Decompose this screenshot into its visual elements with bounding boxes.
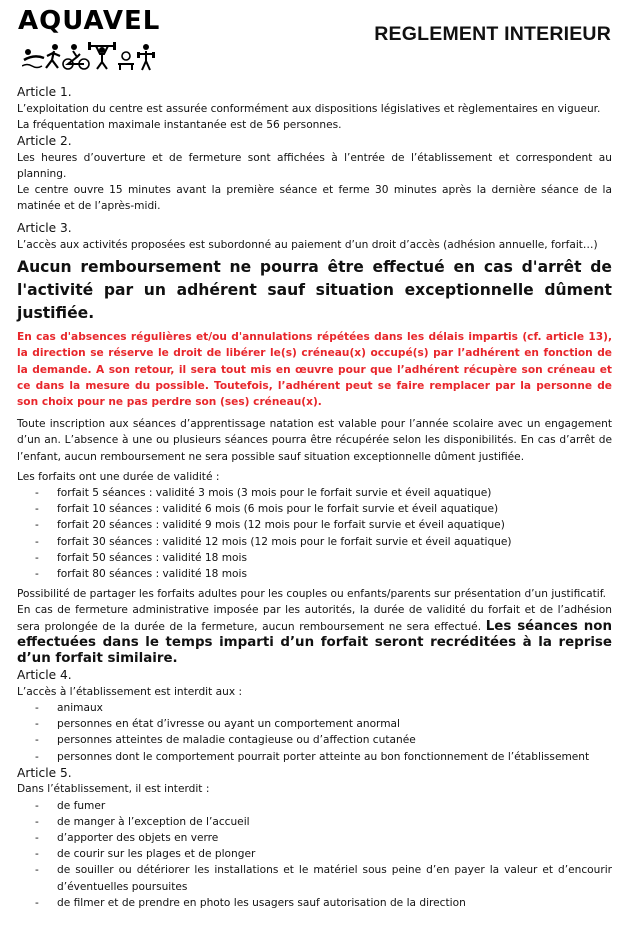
list-item: - de fumer	[17, 798, 612, 814]
article-4	[17, 667, 612, 765]
article-title: Article 4.	[17, 668, 72, 683]
article-1	[17, 84, 612, 133]
absence-warning: En cas d'absences régulières et/ou d'annulations répétées dans les délais impartis (cf. article 13), la direction se réserve le droit de libérer le(s) créneau(x) occupé(s) par l’adhérent en fonction de la demande. A son retour, il sera tout mis en œuvre pour que l’adhérent récupère son créneau et ce dans la mesure du possible. Toutefois, l’adhérent peut se faire remplacer par la personne de son choix pour ne pas perdre son (ses) créneau(x).	[17, 331, 612, 409]
paragraph: L’exploitation du centre est assurée conformément aux dispositions législatives et règlementaires en vigueur.	[17, 102, 601, 115]
paragraph: L’accès à l’établissement est interdit aux :	[17, 685, 243, 698]
closure-text: En cas de fermeture administrative imposée par les autorités, la durée de validité du forfait et de l’adhésion sera prolongée de la durée de la fermeture, aucun remboursement ne sera effectué.	[17, 604, 612, 633]
paragraph: Dans l’établissement, il est interdit :	[17, 783, 210, 796]
forfaits-list	[17, 485, 612, 582]
forbidden-access-list	[17, 700, 612, 765]
article-title: Article 5.	[17, 765, 72, 780]
refund-notice: Aucun remboursement ne pourra être effectué en cas d'arrêt de l'activité par un adhérent sauf situation exceptionnelle dûment justifiée.	[17, 258, 612, 323]
forbidden-actions-list	[17, 798, 612, 911]
list-item: - personnes en état d’ivresse ou ayant un comportement anormal	[17, 716, 612, 732]
forfaits-intro: Les forfaits ont une durée de validité :	[17, 470, 220, 483]
list-item: - personnes dont le comportement pourrait porter atteinte au bon fonctionnement de l’établissement	[17, 749, 612, 765]
list-item: - de manger à l’exception de l’accueil	[17, 814, 612, 830]
article-3	[17, 220, 612, 667]
article-title: Article 1.	[17, 85, 72, 99]
list-item: - de filmer et de prendre en photo les usagers sauf autorisation de la direction	[17, 895, 612, 911]
document-body	[17, 84, 612, 911]
list-item: - forfait 10 séances : validité 6 mois (6 mois pour le forfait survie et éveil aquatique)	[17, 501, 612, 517]
paragraph: Les heures d’ouverture et de fermeture sont affichées à l’entrée de l’établissement et correspondent au planning.	[17, 151, 612, 180]
paragraph: L’accès aux activités proposées est subordonné au paiement d’un droit d’accès (adhésion annuelle, forfait…)	[17, 239, 598, 251]
article-title: Article 2.	[17, 134, 72, 148]
list-item: - d’apporter des objets en verre	[17, 830, 612, 846]
list-item: - forfait 20 séances : validité 9 mois (12 mois pour le forfait survie et éveil aquatique)	[17, 517, 612, 533]
paragraph: Possibilité de partager les forfaits adultes pour les couples ou enfants/parents sur présentation d’un justificatif.	[17, 588, 607, 601]
article-title: Article 3.	[17, 221, 72, 236]
list-item: - forfait 80 séances : validité 18 mois	[17, 566, 612, 582]
article-2	[17, 133, 612, 214]
logo-text: AQUAVEL	[18, 6, 161, 36]
list-item: - forfait 50 séances : validité 18 mois	[17, 550, 612, 566]
list-item: - animaux	[17, 700, 612, 716]
article-5	[17, 765, 612, 911]
paragraph	[17, 602, 612, 667]
paragraph: Le centre ouvre 15 minutes avant la première séance et ferme 30 minutes après la dernière séance de la matinée et de l’après-midi.	[17, 184, 612, 213]
page-title: REGLEMENT INTERIEUR	[374, 23, 611, 45]
sports-figures-icon	[22, 42, 162, 72]
list-item: - de souiller ou détériorer les installations et le matériel sous peine d’en payer la valeur et d’encourir d’éventuelles poursuites	[17, 862, 612, 894]
paragraph: La fréquentation maximale instantanée est de 56 personnes.	[17, 118, 342, 131]
paragraph: Toute inscription aux séances d’apprentissage natation est valable pour l’année scolaire avec un engagement d’un an. L’absence à une ou plusieurs séances pourra être récupérée selon les disponibilités. En cas d’arrêt de l’enfant, aucun remboursement ne sera possible sauf situation exceptionnelle dûment justifiée.	[17, 418, 612, 463]
list-item: - forfait 5 séances : validité 3 mois (3 mois pour le forfait survie et éveil aquatique)	[17, 485, 612, 501]
aquavel-logo	[18, 6, 168, 72]
list-item: - forfait 30 séances : validité 12 mois (12 mois pour le forfait survie et éveil aquatique)	[17, 534, 612, 550]
list-item: - de courir sur les plages et de plonger	[17, 846, 612, 862]
list-item: - personnes atteintes de maladie contagieuse ou d’affection cutanée	[17, 732, 612, 748]
page-header	[0, 0, 631, 80]
recredit-notice: Les séances non effectuées dans le temps imparti d’un forfait seront recréditées à la reprise d’un forfait similaire.	[17, 618, 612, 667]
